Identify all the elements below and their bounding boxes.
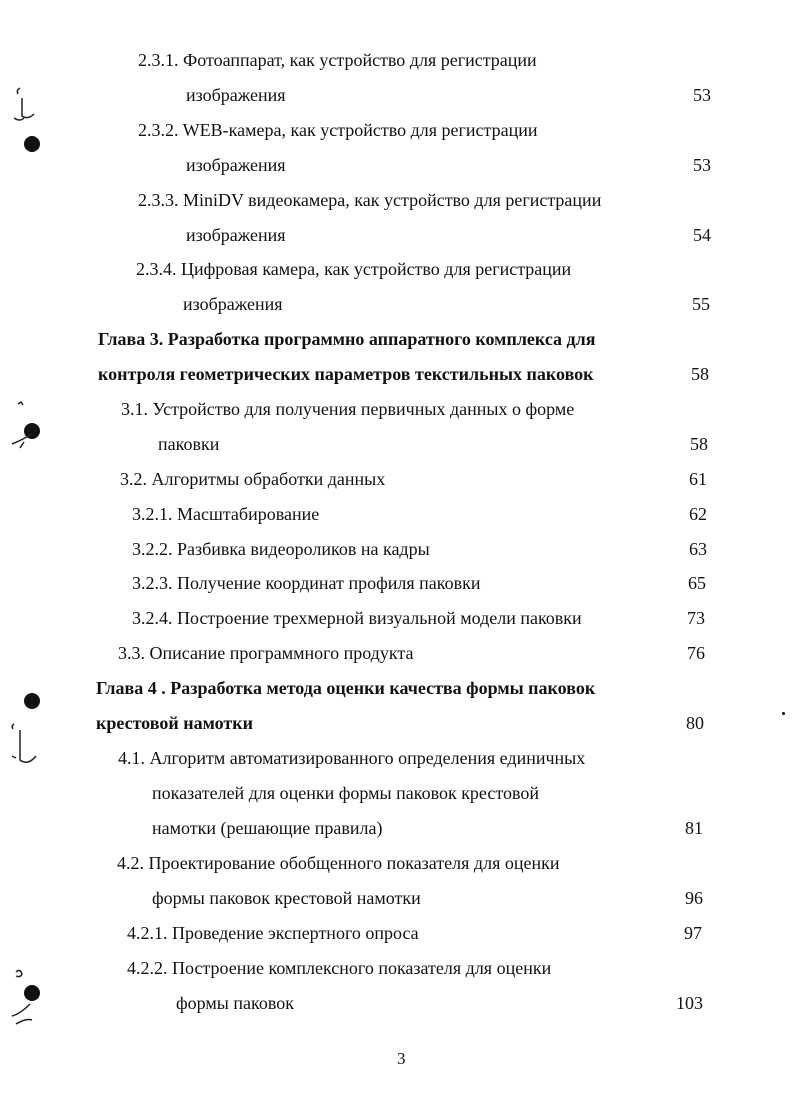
toc-entry-4-2-cont: формы паковок крестовой намотки <box>152 888 421 908</box>
toc-page-2-3-2: 53 <box>693 155 711 175</box>
toc-entry-2-3-1: 2.3.1. Фотоаппарат, как устройство для регистрации <box>138 50 537 70</box>
toc-page-3-2-4: 73 <box>687 608 705 628</box>
toc-entry-3-3: 3.3. Описание программного продукта <box>118 643 414 663</box>
toc-entry-4-2-2: 4.2.2. Построение комплексного показателя для оценки <box>127 958 552 978</box>
toc-page-2-3-1: 53 <box>693 85 711 105</box>
toc-entry-3-2-4: 3.2.4. Построение трехмерной визуальной модели паковки <box>132 608 582 628</box>
toc-page-3-1: 58 <box>690 434 708 454</box>
toc-page-3-2: 61 <box>689 469 707 489</box>
toc-page-4-1: 81 <box>685 818 703 838</box>
toc-chapter-4: Глава 4 . Разработка метода оценки качества формы паковок <box>96 678 596 698</box>
margin-scribble-2 <box>6 398 40 462</box>
margin-scribble-4 <box>6 966 40 1036</box>
toc-page-3-2-1: 62 <box>689 504 707 524</box>
scan-speck <box>782 712 785 715</box>
toc-entry-2-3-2-cont: изображения <box>186 155 286 175</box>
toc-page-4-2-2: 103 <box>676 993 703 1013</box>
margin-scribble-1 <box>4 84 44 136</box>
page-number: 3 <box>397 1049 406 1068</box>
toc-entry-2-3-4: 2.3.4. Цифровая камера, как устройство для регистрации <box>136 259 572 279</box>
toc-entry-2-3-1-cont: изображения <box>186 85 286 105</box>
toc-entry-2-3-2: 2.3.2. WEB-камера, как устройство для регистрации <box>138 120 538 140</box>
margin-scribble-3 <box>4 716 44 780</box>
toc-page-3-3: 76 <box>687 643 705 663</box>
toc-entry-4-2: 4.2. Проектирование обобщенного показателя для оценки <box>117 853 560 873</box>
binding-hole-3 <box>24 693 40 709</box>
toc-entry-2-3-3: 2.3.3. MiniDV видеокамера, как устройство для регистрации <box>138 190 602 210</box>
toc-chapter-4-cont: крестовой намотки <box>96 713 253 733</box>
toc-page-3-2-3: 65 <box>688 573 706 593</box>
toc-page-chapter-3: 58 <box>691 364 709 384</box>
toc-entry-3-2-3: 3.2.3. Получение координат профиля паковки <box>132 573 481 593</box>
binding-hole-1 <box>24 136 40 152</box>
toc-entry-3-1: 3.1. Устройство для получения первичных данных о форме <box>121 399 575 419</box>
toc-page-chapter-4: 80 <box>686 713 704 733</box>
toc-entry-2-3-3-cont: изображения <box>186 225 286 245</box>
toc-page-2-3-4: 55 <box>692 294 710 314</box>
toc-entry-4-1-cont1: показателей для оценки формы паковок крестовой <box>152 783 539 803</box>
toc-page-3-2-2: 63 <box>689 539 707 559</box>
toc-entry-4-1-cont2: намотки (решающие правила) <box>152 818 383 838</box>
toc-entry-4-2-2-cont: формы паковок <box>176 993 294 1013</box>
toc-entry-4-1: 4.1. Алгоритм автоматизированного определения единичных <box>118 748 586 768</box>
toc-page-4-2-1: 97 <box>684 923 702 943</box>
toc-page-2-3-3: 54 <box>693 225 711 245</box>
toc-entry-2-3-4-cont: изображения <box>183 294 283 314</box>
toc-entry-4-2-1: 4.2.1. Проведение экспертного опроса <box>127 923 419 943</box>
toc-entry-3-2-1: 3.2.1. Масштабирование <box>132 504 320 524</box>
toc-page-4-2: 96 <box>685 888 703 908</box>
toc-entry-3-2-2: 3.2.2. Разбивка видеороликов на кадры <box>132 539 430 559</box>
toc-entry-3-2: 3.2. Алгоритмы обработки данных <box>120 469 386 489</box>
toc-entry-3-1-cont: паковки <box>158 434 220 454</box>
toc-chapter-3: Глава 3. Разработка программно аппаратного комплекса для <box>98 329 596 349</box>
toc-chapter-3-cont: контроля геометрических параметров текстильных паковок <box>98 364 594 384</box>
